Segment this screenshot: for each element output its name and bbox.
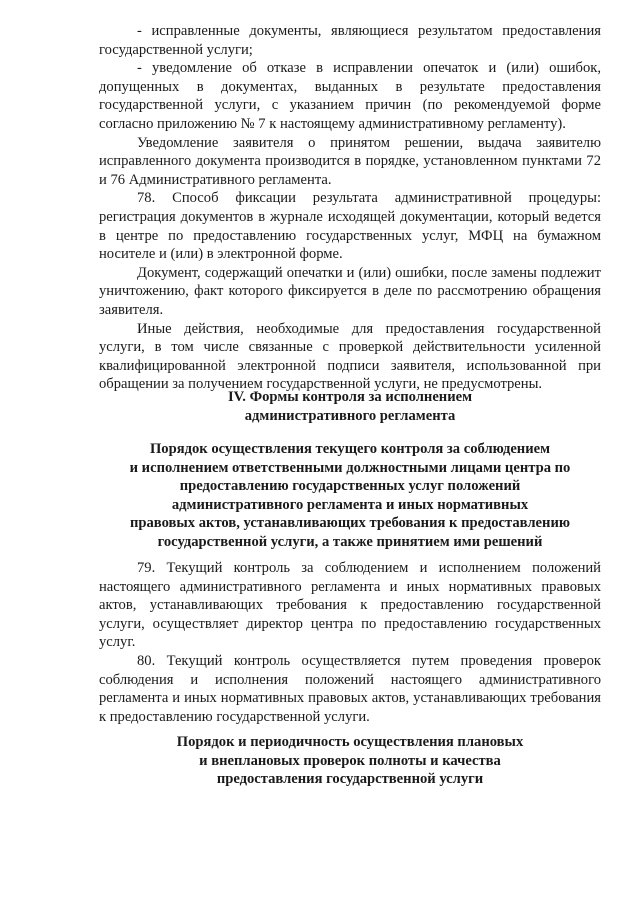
paragraph-78: 78. Способ фиксации результата административной процедуры: регистрация документов в журнале исходящей документации, который ведется в центре по предоставлению государственных услуг, МФЦ на бумажном носителе и (или) в электронной форме. <box>99 190 601 263</box>
paragraph-destruction: Документ, содержащий опечатки и (или) ошибки, после замены подлежит уничтожению, факт которого фиксируется в деле по рассмотрению обращения заявителя. <box>99 264 601 318</box>
section-heading-iv <box>99 388 601 425</box>
paragraph-notification: Уведомление заявителя о принятом решении, выдача заявителю исправленного документа производится в порядке, установленном пунктами 72 и 76 Административного регламента. <box>99 134 601 188</box>
paragraph-other-actions: Иные действия, необходимые для предоставления государственной услуги, в том числе связанные с проверкой действительности усиленной квалифицированной электронной подписи заявителя, использованной при обращении за получением государственной услуги, не предусмотрены. <box>99 320 601 393</box>
subheading-inspections <box>99 733 601 789</box>
heading-line: и исполнением ответственными должностными лицами центра по <box>129 459 571 476</box>
list-item-refusal-notice: - уведомление об отказе в исправлении опечаток и (или) ошибок, допущенных в документах, выданных в результате предоставления государственной услуги, с указанием причин (по рекомендуемой форме согласно приложению № 7 к настоящему административному регламенту). <box>99 60 601 132</box>
heading-line: предоставления государственной услуги <box>216 771 484 788</box>
heading-line: правовых актов, устанавливающих требования к предоставлению <box>129 515 571 532</box>
list-item-corrected-documents: - исправленные документы, являющиеся результатом предоставления государственной услуги; <box>99 23 601 58</box>
heading-line: и внеплановых проверок полноты и качества <box>199 752 501 769</box>
heading-line: административного регламента <box>244 407 456 424</box>
top-text-block <box>99 22 601 394</box>
heading-line: административного регламента и иных нормативных <box>171 496 529 513</box>
paragraph-80: 80. Текущий контроль осуществляется путем проведения проверок соблюдения и исполнения положений настоящего административного регламента и иных нормативных правовых актов, устанавливающих требования к предоставлению государственной услуги. <box>99 652 601 725</box>
middle-text-block <box>99 559 601 726</box>
heading-line: Порядок осуществления текущего контроля за соблюдением <box>149 441 551 457</box>
paragraph-79: 79. Текущий контроль за соблюдением и исполнением положений настоящего административного регламента и иных нормативных правовых актов, устанавливающих требования к предоставлению государственной услуги, осуществляет директор центра по предоставлению государственных услуг. <box>99 560 601 651</box>
subheading-current-control <box>99 440 601 552</box>
heading-line: государственной услуги, а также принятием ими решений <box>157 533 543 550</box>
heading-line: IV. Формы контроля за исполнением <box>227 389 473 405</box>
heading-line: Порядок и периодичность осуществления плановых <box>176 734 524 750</box>
heading-line: предоставлению государственных услуг положений <box>179 478 521 495</box>
